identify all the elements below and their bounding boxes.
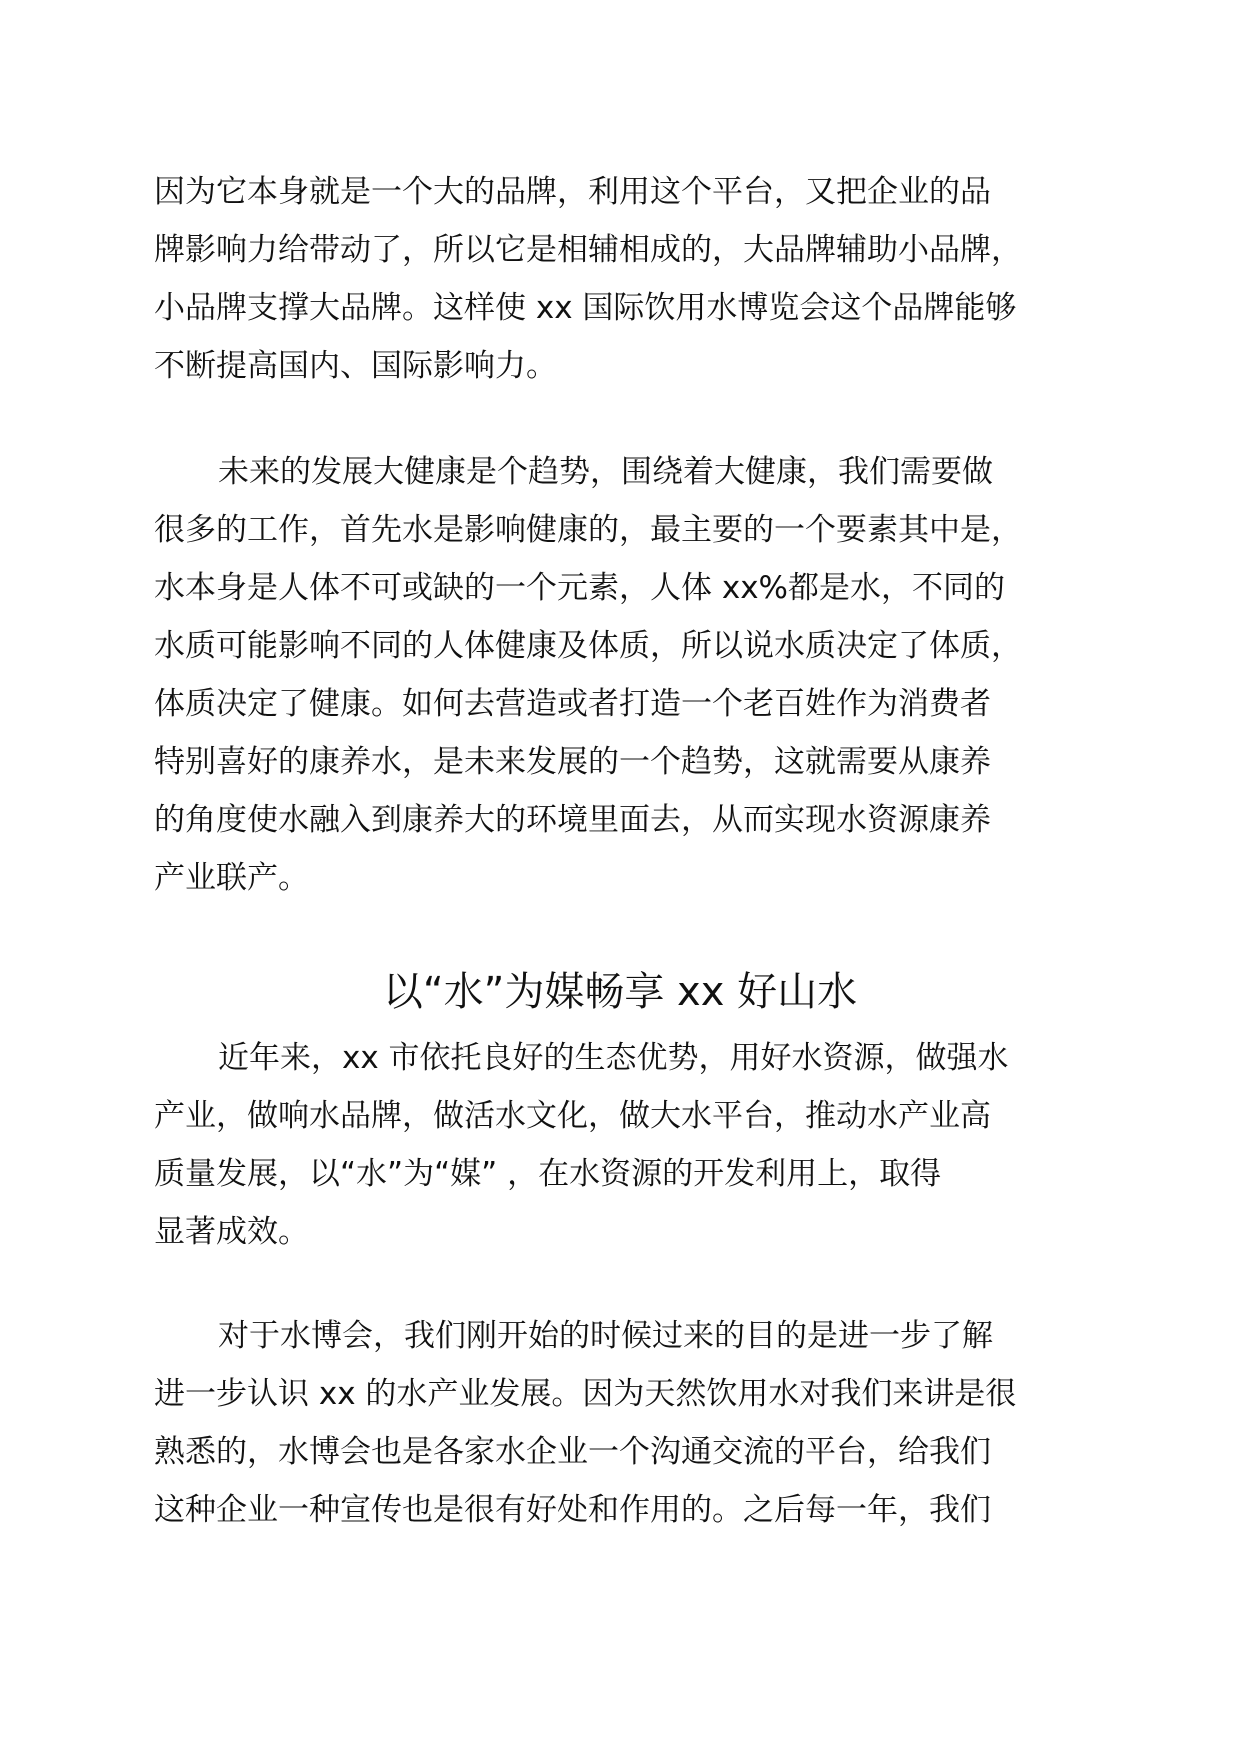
paragraph-4-line-3: 熟悉的，水博会也是各家水企业一个沟通交流的平台，给我们 bbox=[154, 1434, 991, 1470]
paragraph-1-line-1: 因为它本身就是一个大的品牌，利用这个平台，又把企业的品 bbox=[154, 174, 991, 210]
paragraph-3-line-2: 产业，做响水品牌，做活水文化，做大水平台，推动水产业高 bbox=[154, 1098, 991, 1134]
paragraph-4-line-2: 进一步认识 xx 的水产业发展。因为天然饮用水对我们来讲是很 bbox=[154, 1376, 1017, 1412]
paragraph-2-line-6: 特别喜好的康养水，是未来发展的一个趋势，这就需要从康养 bbox=[154, 744, 991, 780]
paragraph-3-line-1: 近年来，xx 市依托良好的生态优势，用好水资源，做强水 bbox=[218, 1040, 1009, 1076]
paragraph-3-line-4: 显著成效。 bbox=[154, 1214, 309, 1250]
paragraph-2-line-5: 体质决定了健康。如何去营造或者打造一个老百姓作为消费者 bbox=[154, 686, 991, 722]
paragraph-1-line-2: 牌影响力给带动了，所以它是相辅相成的，大品牌辅助小品牌， bbox=[154, 232, 1022, 268]
paragraph-2-line-4: 水质可能影响不同的人体健康及体质，所以说水质决定了体质， bbox=[154, 628, 1022, 664]
paragraph-2-line-1: 未来的发展大健康是个趋势，围绕着大健康，我们需要做 bbox=[218, 454, 993, 490]
paragraph-2-line-2: 很多的工作，首先水是影响健康的，最主要的一个要素其中是， bbox=[154, 512, 1022, 548]
paragraph-2-line-3: 水本身是人体不可或缺的一个元素，人体 xx%都是水，不同的 bbox=[154, 570, 1005, 606]
paragraph-4-line-4: 这种企业一种宣传也是很有好处和作用的。之后每一年，我们 bbox=[154, 1492, 991, 1528]
paragraph-1-line-3: 小品牌支撑大品牌。这样使 xx 国际饮用水博览会这个品牌能够 bbox=[154, 290, 1017, 326]
paragraph-1-line-4: 不断提高国内、国际影响力。 bbox=[154, 348, 557, 384]
paragraph-3-line-3: 质量发展，以“水”为“媒” ，在水资源的开发利用上，取得 bbox=[154, 1156, 942, 1192]
paragraph-2-line-7: 的角度使水融入到康养大的环境里面去，从而实现水资源康养 bbox=[154, 802, 991, 838]
paragraph-4-line-1: 对于水博会，我们刚开始的时候过来的目的是进一步了解 bbox=[218, 1318, 993, 1354]
paragraph-2-line-8: 产业联产。 bbox=[154, 860, 309, 896]
section-heading: 以“水”为媒畅享 xx 好山水 bbox=[382, 969, 858, 1015]
